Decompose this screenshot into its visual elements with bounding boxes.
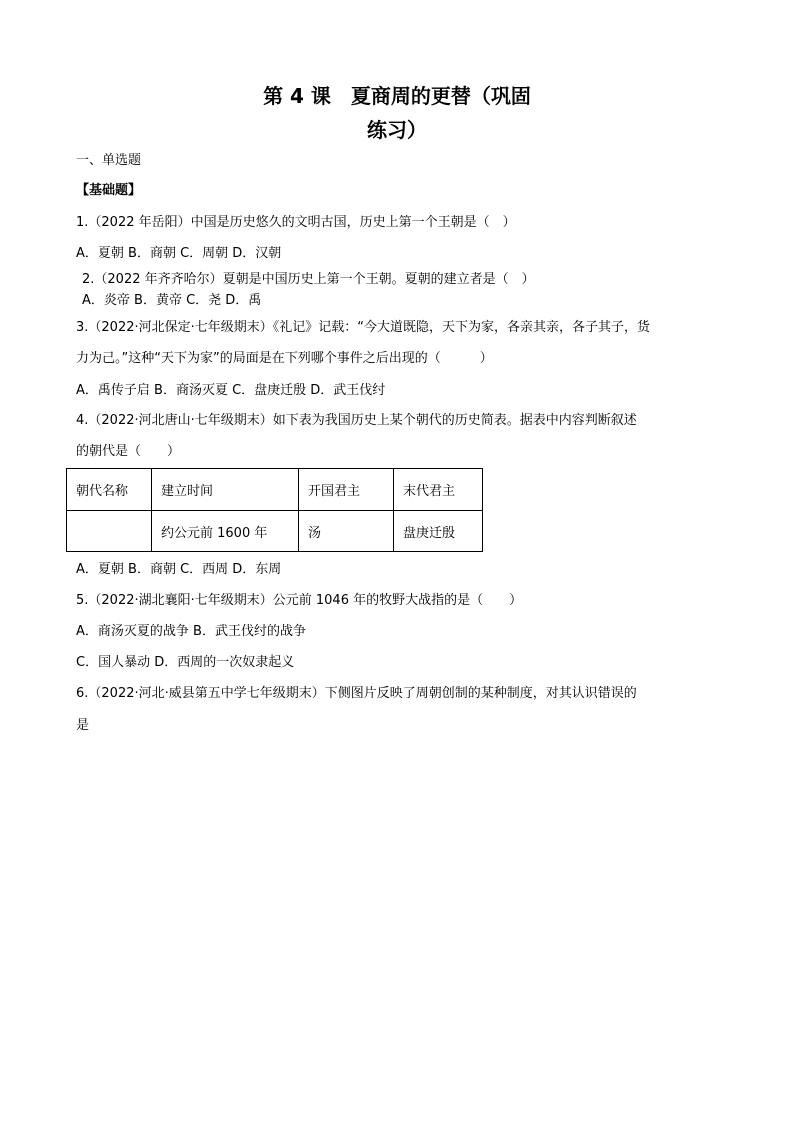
- table-cell: 约公元前 1600 年: [152, 511, 299, 552]
- question-1-options: A．夏朝 B．商朝 C．周朝 D．汉朝: [76, 246, 282, 261]
- question-4-options: A．夏朝 B．商朝 C．西周 D．东周: [76, 562, 282, 577]
- table-header-cell: 建立时间: [152, 469, 299, 511]
- question-3-options: A．禹传子启 B．商汤灭夏 C．盘庚迁殷 D．武王伐纣: [76, 383, 386, 398]
- page-title-line-1: 第 4 课 夏商周的更替（巩固: [263, 84, 531, 108]
- question-4-stem-line-1: 4.（2022·河北唐山·七年级期末）如下表为我国历史上某个朝代的历史简表。据表中内容判断叙述: [76, 413, 637, 428]
- table-header-cell: 朝代名称: [67, 469, 152, 511]
- table-header-row: [67, 469, 483, 511]
- question-6-stem-line-1: 6.（2022·河北·威县第五中学七年级期末）下侧图片反映了周朝创制的某种制度，对其认识错误的: [76, 686, 637, 701]
- table-header-cell: 开国君主: [299, 469, 394, 511]
- dynasty-table: [66, 468, 483, 552]
- level-heading: 【基础题】: [76, 183, 142, 198]
- question-5-options-line-1: A．商汤灭夏的战争 B．武王伐纣的战争: [76, 624, 306, 639]
- question-3-stem-line-1: 3.（2022·河北保定·七年级期末）《礼记》记载：“今大道既隐，天下为家，各亲其亲，各子其子，货: [76, 320, 650, 335]
- question-5-stem: 5.（2022·湖北襄阳·七年级期末）公元前 1046 年的牧野大战指的是（ ）: [76, 593, 523, 608]
- table-row: [67, 511, 483, 552]
- question-2-options: A．炎帝 B．黄帝 C．尧 D．禹: [82, 293, 262, 308]
- question-2-stem: 2.（2022 年齐齐哈尔）夏朝是中国历史上第一个王朝。夏朝的建立者是（ ）: [82, 272, 535, 287]
- table-cell: [67, 511, 152, 552]
- table-cell: 汤: [299, 511, 394, 552]
- page-title-line-2: 练习）: [367, 118, 427, 142]
- section-heading: 一、单选题: [76, 153, 142, 168]
- table-cell: 盘庚迁殷: [394, 511, 483, 552]
- table-header-cell: 末代君主: [394, 469, 483, 511]
- question-3-stem-line-2: 力为己。”这种“天下为家”的局面是在下列哪个事件之后出现的（ ）: [76, 351, 493, 366]
- question-4-stem-line-2: 的朝代是（ ）: [76, 444, 181, 459]
- question-1-stem: 1.（2022 年岳阳）中国是历史悠久的文明古国，历史上第一个王朝是（ ）: [76, 215, 516, 230]
- question-5-options-line-2: C．国人暴动 D．西周的一次奴隶起义: [76, 655, 295, 670]
- question-6-stem-line-2: 是: [76, 718, 90, 733]
